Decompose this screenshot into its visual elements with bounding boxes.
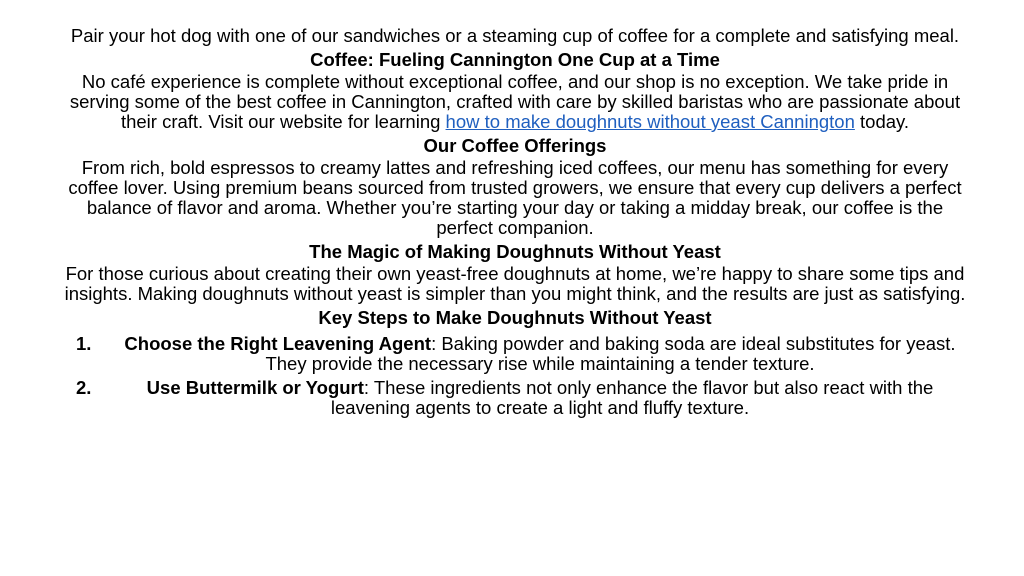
step-body (62, 334, 968, 374)
coffee-heading: Coffee: Fueling Cannington One Cup at a Time (310, 49, 720, 70)
list-item (62, 378, 968, 418)
step-text: : Baking powder and baking soda are ideal substitutes for yeast. They provide the necessary rise while maintaining a tender texture. (265, 333, 956, 374)
step-title: Choose the Right Leavening Agent (124, 333, 432, 354)
step-title: Use Buttermilk or Yogurt (146, 377, 364, 398)
step-body (62, 378, 968, 418)
slide-content (62, 26, 968, 422)
step-number: 2. (76, 377, 92, 398)
step-number: 1. (76, 333, 92, 354)
step-text: : These ingredients not only enhance the flavor but also react with the leavening agents to create a light and fluffy texture. (330, 377, 934, 418)
offerings-paragraph: From rich, bold espressos to creamy lattes and refreshing iced coffees, our menu has something for every coffee lover. Using premium beans sourced from trusted growers, we ensure that every cup delivers a perfect balance of flavor and aroma. Whether you’re starting your day or taking a midday break, our coffee is the perfect companion. (68, 157, 962, 238)
list-item (62, 334, 968, 374)
steps-list (62, 334, 968, 418)
coffee-text-end: today. (854, 111, 910, 132)
coffee-text: No café experience is complete without exceptional coffee, and our shop is no exception. We take pride in serving some of the best coffee in Cannington, crafted with care by skilled baristas who are passionate about their craft. Visit our website for learning (69, 71, 961, 132)
coffee-paragraph (62, 72, 968, 132)
offerings-heading: Our Coffee Offerings (423, 135, 607, 156)
intro-paragraph: Pair your hot dog with one of our sandwiches or a steaming cup of coffee for a complete and satisfying meal. (70, 25, 960, 46)
magic-paragraph: For those curious about creating their own yeast-free doughnuts at home, we’re happy to share some tips and insights. Making doughnuts without yeast is simpler than you might think, and the results are just as satisfying. (64, 263, 966, 304)
magic-heading: The Magic of Making Doughnuts Without Yeast (309, 241, 721, 262)
steps-heading: Key Steps to Make Doughnuts Without Yeast (318, 307, 712, 328)
doughnuts-link[interactable]: how to make doughnuts without yeast Cannington (445, 111, 855, 132)
